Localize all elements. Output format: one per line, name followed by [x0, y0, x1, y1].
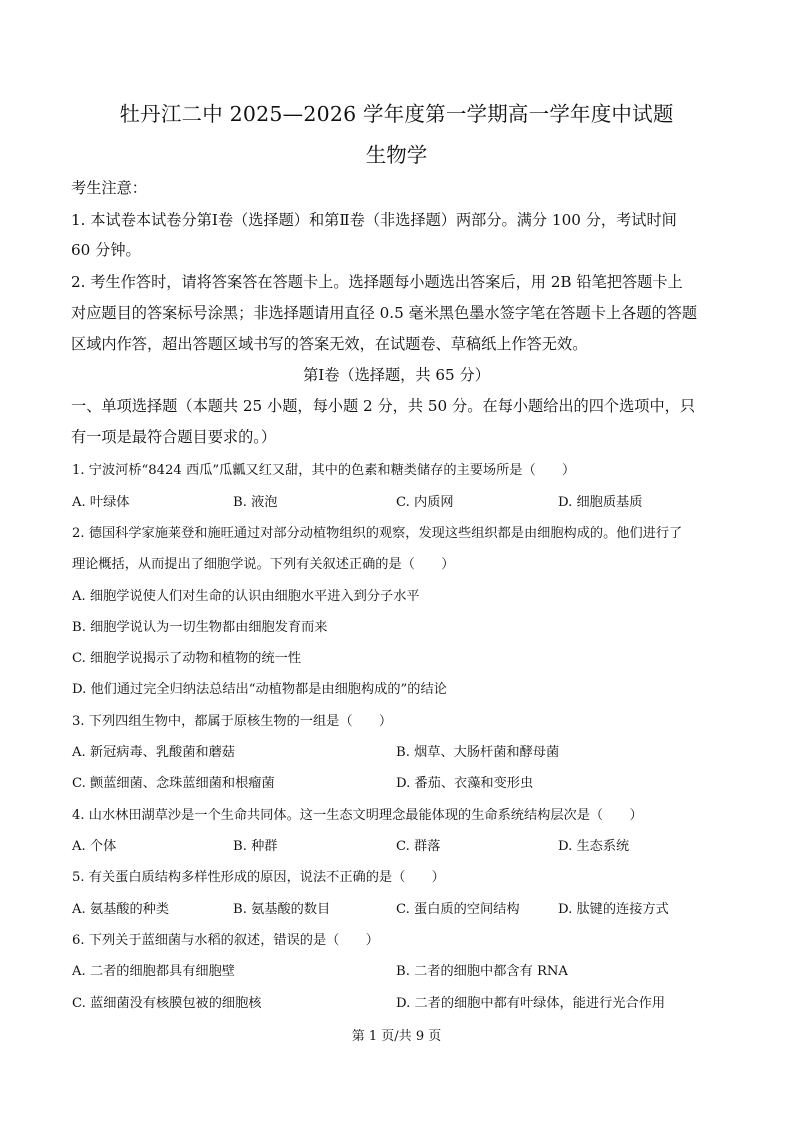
question-1-option-d: D. 细胞质基质	[558, 495, 643, 510]
question-6-option-b: B. 二者的细胞中都含有 RNA	[396, 964, 568, 979]
question-6-option-c: C. 蓝细菌没有核膜包被的细胞核	[72, 996, 262, 1011]
question-2-stem-line-1: 2. 德国科学家施莱登和施旺通过对部分动植物组织的观察，发现这些组织都是由细胞构成的。他们进行了	[72, 526, 683, 541]
question-5-option-d: D. 肽键的连接方式	[558, 902, 669, 917]
question-3-option-b: B. 烟草、大肠杆菌和酵母菌	[396, 745, 560, 760]
question-3-option-d: D. 番茄、衣藻和变形虫	[396, 776, 534, 791]
question-3-stem: 3. 下列四组生物中，都属于原核生物的一组是（ ）	[72, 714, 393, 729]
notice-item-1-line-2: 60 分钟。	[71, 241, 141, 259]
question-1-stem: 1. 宁波河桥“8424 西瓜”瓜瓤又红又甜，其中的色素和糖类储存的主要场所是（ ）	[72, 463, 576, 478]
question-6-option-d: D. 二者的细胞中都有叶绿体，能进行光合作用	[396, 996, 666, 1011]
section-1-instruction-line-2: 有一项是最符合题目要求的。）	[71, 428, 277, 446]
question-4-stem: 4. 山水林田湖草沙是一个生命共同体。这一生态文明理念最能体现的生命系统结构层次是（ ）	[72, 808, 643, 823]
question-1-option-c: C. 内质网	[396, 495, 454, 510]
question-3-option-c: C. 颤蓝细菌、念珠蓝细菌和根瘤菌	[72, 776, 275, 791]
notice-item-1-line-1: 1. 本试卷本试卷分第Ⅰ卷（选择题）和第Ⅱ卷（非选择题）两部分。满分 100 分，考试时间	[71, 211, 677, 229]
section-1-heading: 第Ⅰ卷（选择题，共 65 分）	[303, 366, 490, 384]
exam-title: 牡丹江二中 2025—2026 学年度第一学期高一学年度中试题	[119, 102, 674, 126]
question-5-option-b: B. 氨基酸的数目	[233, 902, 331, 917]
question-2-option-c: C. 细胞学说揭示了动物和植物的统一性	[72, 651, 302, 666]
question-4-option-a: A. 个体	[72, 839, 117, 854]
page-footer: 第 1 页/共 9 页	[351, 1029, 442, 1044]
question-4-option-c: C. 群落	[396, 839, 441, 854]
notice-item-2-line-2: 对应题目的答案标号涂黑；非选择题请用直径 0.5 毫米黑色墨水签字笔在答题卡上各题的答题	[71, 304, 698, 322]
question-2-option-b: B. 细胞学说认为一切生物都由细胞发育而来	[72, 620, 328, 635]
question-1-option-a: A. 叶绿体	[72, 495, 130, 510]
question-6-option-a: A. 二者的细胞都具有细胞壁	[72, 964, 235, 979]
question-4-option-d: D. 生态系统	[558, 839, 630, 854]
question-2-option-a: A. 细胞学说使人们对生命的认识由细胞水平进入到分子水平	[72, 589, 420, 604]
section-1-instruction-line-1: 一、单项选择题（本题共 25 小题，每小题 2 分，共 50 分。在每小题给出的四个选项中，只	[71, 397, 696, 415]
notice-heading: 考生注意：	[71, 179, 147, 197]
question-4-option-b: B. 种群	[233, 839, 278, 854]
question-1-option-b: B. 液泡	[233, 495, 278, 510]
question-2-stem-line-2: 理论概括，从而提出了细胞学说。下列有关叙述正确的是（ ）	[72, 557, 455, 572]
question-5-stem: 5. 有关蛋白质结构多样性形成的原因，说法不正确的是（ ）	[72, 870, 445, 885]
question-2-option-d: D. 他们通过完全归纳法总结出“动植物都是由细胞构成的”的结论	[72, 682, 447, 697]
question-5-option-c: C. 蛋白质的空间结构	[396, 902, 520, 917]
question-3-option-a: A. 新冠病毒、乳酸菌和蘑菇	[72, 745, 235, 760]
subject-title: 生物学	[365, 143, 428, 167]
notice-item-2-line-3: 区域内作答，超出答题区域书写的答案无效，在试题卷、草稿纸上作答无效。	[71, 335, 588, 353]
notice-item-2-line-1: 2. 考生作答时，请将答案答在答题卡上。选择题每小题选出答案后，用 2B 铅笔把答题卡上	[71, 273, 683, 291]
question-5-option-a: A. 氨基酸的种类	[72, 902, 170, 917]
question-6-stem: 6. 下列关于蓝细菌与水稻的叙述，错误的是（ ）	[72, 933, 379, 948]
